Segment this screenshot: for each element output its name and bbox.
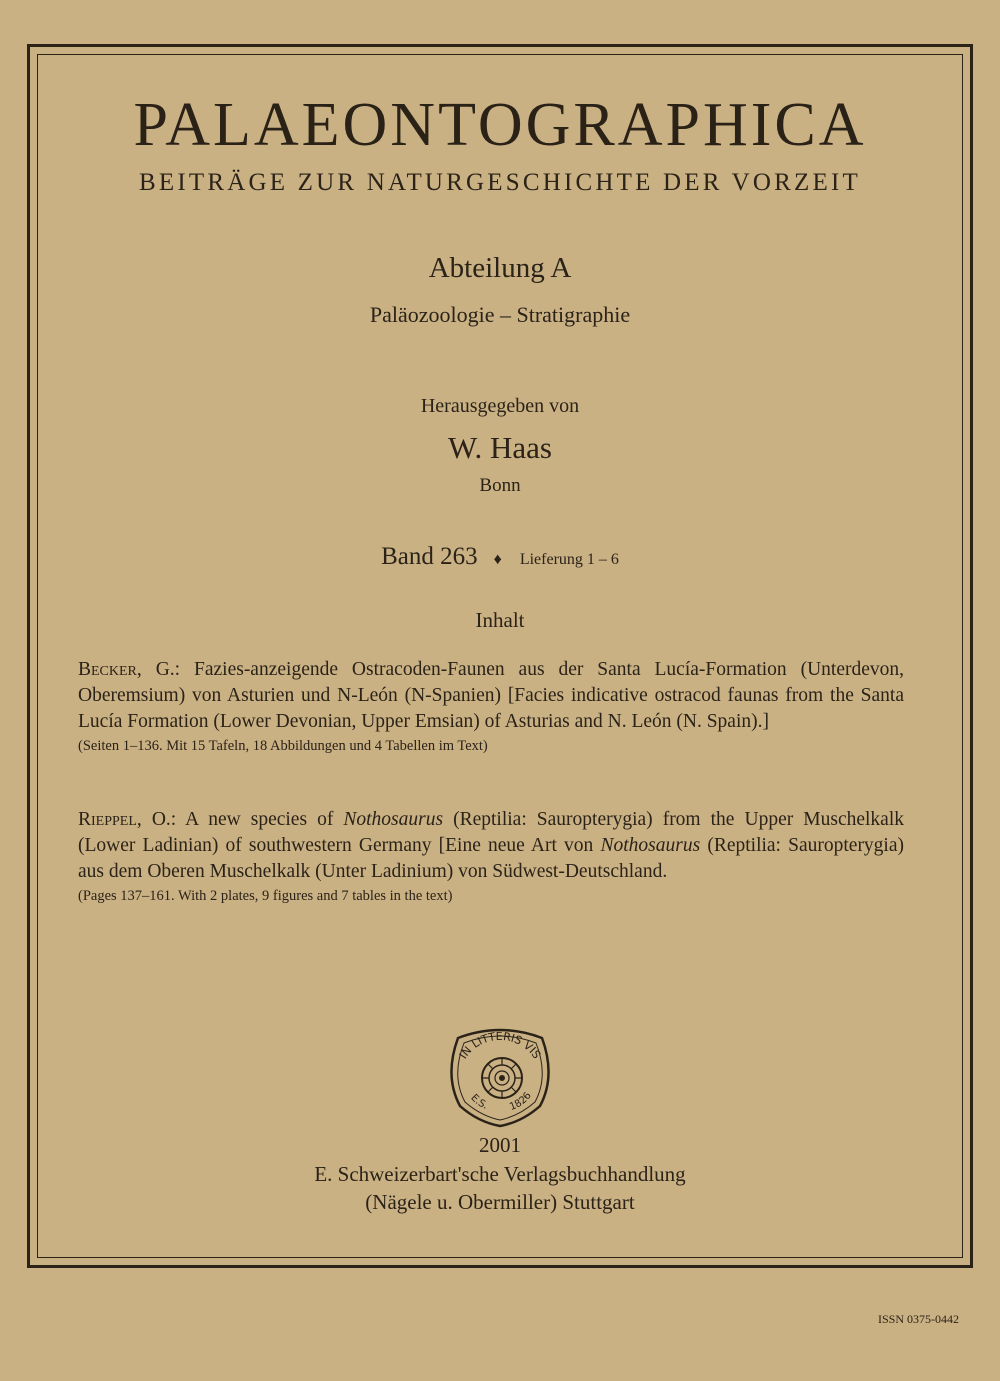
- publication-year: 2001: [479, 1133, 521, 1157]
- contents-entry: [78, 807, 904, 907]
- journal-title: PALAEONTOGRAPHICA: [133, 91, 867, 159]
- editor-city: Bonn: [479, 475, 521, 496]
- volume-issues: Lieferung 1 – 6: [519, 551, 619, 568]
- section-name: Abteilung A: [428, 252, 572, 284]
- entry-title: Fazies-anzeigende Ostracoden-Faunen aus der Santa Lucía-Formation (Unterdevon, Oberemsium) von Asturien und N-León (N-Spanien) [Facies indicative ostracod faunas from the Santa Lucía Formation (Lower Devonian, Upper Emsian) of Asturias and N. León (N. Spain).]: [78, 659, 904, 732]
- diamond-separator-icon: ♦: [493, 551, 502, 568]
- entry-title-part: A new species of: [176, 809, 344, 830]
- publisher-name: E. Schweizerbart'sche Verlagsbuchhandlung: [314, 1162, 686, 1186]
- publisher-seal-icon: [438, 1020, 562, 1128]
- seal-year: 1826: [508, 1090, 534, 1113]
- volume-number: Band 263: [381, 543, 478, 570]
- ammonite-icon: [482, 1058, 522, 1098]
- contents-entry: [78, 657, 904, 757]
- journal-subtitle: BEITRÄGE ZUR NATURGESCHICHTE DER VORZEIT: [139, 169, 861, 196]
- editor-label: Herausgegeben von: [420, 395, 580, 417]
- entry-author: Becker: [78, 659, 137, 680]
- genus-name: Nothosaurus: [600, 835, 701, 856]
- entry-author-initial: , G.:: [136, 659, 181, 680]
- seal-initials: E.S.: [468, 1092, 490, 1112]
- editor-name: W. Haas: [448, 430, 552, 465]
- entry-title-part: (Reptilia: Sauropterygia) from the Upper Muschelkalk (Lower Ladinian) of southwestern Germany [Eine neue Art von: [78, 809, 904, 856]
- volume-line: [0, 540, 1000, 577]
- publisher-subline: (Nägele u. Obermiller) Stuttgart: [365, 1190, 635, 1214]
- entry-note: (Pages 137–161. With 2 plates, 9 figures and 7 tables in the text): [78, 888, 453, 904]
- entry-author: Rieppel: [78, 809, 137, 830]
- entry-note: (Seiten 1–136. Mit 15 Tafeln, 18 Abbildungen und 4 Tabellen im Text): [78, 738, 488, 754]
- section-subject: Paläozoologie – Stratigraphie: [369, 302, 631, 327]
- entry-title-part: (Reptilia: Sauropterygia) aus dem Oberen Muschelkalk (Unter Ladinium) von Südwest-Deutschland.: [78, 835, 905, 882]
- contents-heading: Inhalt: [475, 608, 525, 632]
- issn-number: ISSN 0375-0442: [877, 1312, 959, 1326]
- genus-name: Nothosaurus: [343, 809, 444, 830]
- seal-motto: IN LITTERIS VIS: [456, 1029, 544, 1062]
- entry-author-initial: , O.:: [136, 809, 177, 830]
